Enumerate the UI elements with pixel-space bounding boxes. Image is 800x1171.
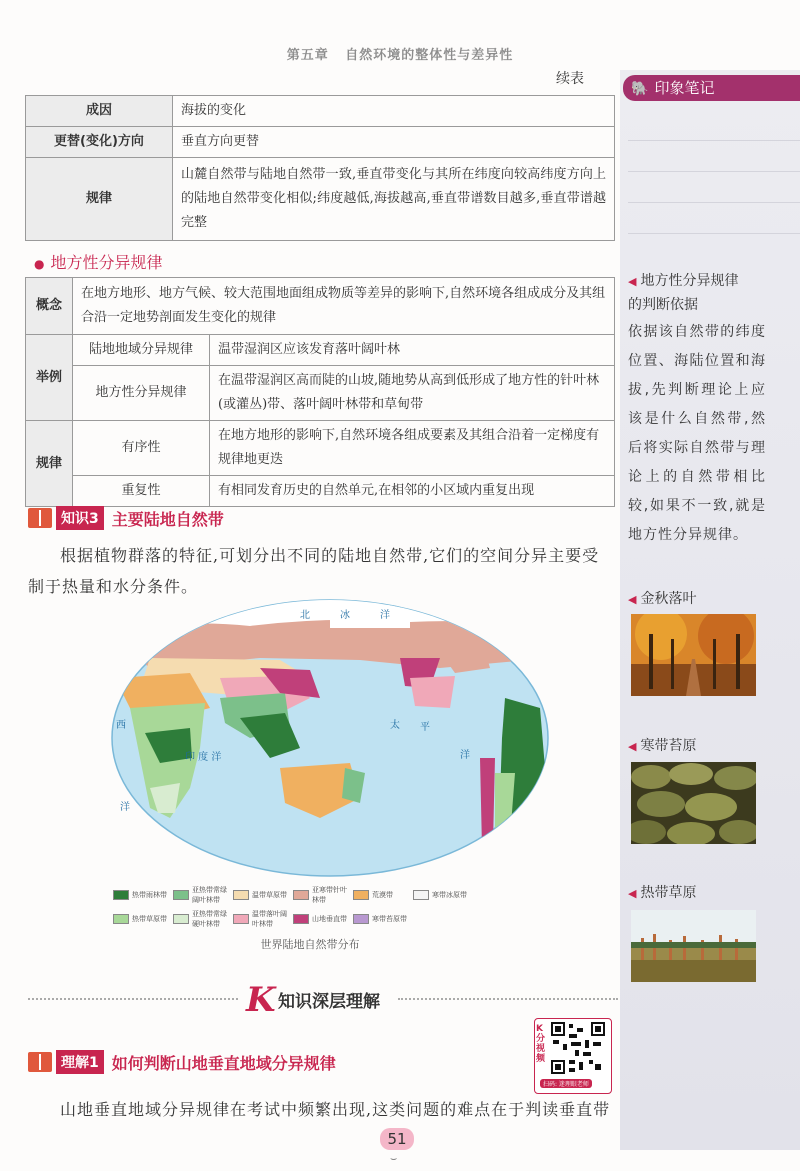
chapter-number: 第五章 — [286, 48, 329, 63]
legend-swatch — [233, 890, 249, 900]
legend-swatch — [113, 914, 129, 924]
legend-item — [113, 885, 173, 905]
map-label: 平 — [420, 722, 430, 733]
table-value: 有相同发育历史的自然单元,在相邻的小区域内重复出现 — [210, 476, 615, 507]
local-differentiation-table — [25, 277, 615, 507]
legend-label: 亚热带常绿硬叶林带 — [192, 910, 227, 928]
legend-swatch — [173, 914, 189, 924]
chapter-title: 自然环境的整体性与差异性 — [345, 48, 514, 63]
legend-label: 亚寒带针叶林带 — [312, 886, 347, 904]
understanding-heading — [28, 1050, 336, 1074]
legend-label: 亚热带常绿阔叶林带 — [192, 886, 227, 904]
legend-item — [233, 885, 293, 905]
book-icon — [28, 508, 52, 528]
table-value: 山麓自然带与陆地自然带一致,垂直带变化与其所在纬度向较高纬度方向上的陆地自然带变化相似;纬度越低,海拔越高,垂直带谱数目越多,垂直带谱越完整 — [173, 158, 615, 241]
understanding-tag: 理解1 — [56, 1050, 104, 1074]
table-cell: 有序性 — [73, 421, 210, 476]
table-key: 更替(变化)方向 — [26, 127, 173, 158]
chapter-header — [0, 44, 800, 63]
legend-item — [173, 909, 233, 929]
autumn-photo — [631, 614, 756, 696]
legend-label: 寒带冰原带 — [432, 891, 467, 899]
table-cell: 陆地地域分异规律 — [73, 335, 210, 366]
table-cell: 重复性 — [73, 476, 210, 507]
table-value: 在温带湿润区高而陡的山坡,随地势从高到低形成了地方性的针叶林(或灌丛)带、落叶阔叶林带和草甸带 — [210, 366, 615, 421]
vertical-zone-table — [25, 95, 615, 241]
map-label: 洋 — [120, 802, 130, 813]
table-value: 温带湿润区应该发育落叶阔叶林 — [210, 335, 615, 366]
legend-swatch — [353, 914, 369, 924]
triangle-icon: ◀ — [628, 593, 637, 606]
table-cell: 地方性分异规律 — [73, 366, 210, 421]
section-title — [34, 250, 163, 273]
table-key: 规律 — [26, 421, 73, 507]
knowledge-tag: 知识3 — [56, 506, 104, 530]
bullet-icon: ● — [34, 257, 45, 271]
legend-item — [353, 885, 413, 905]
legend-item — [113, 909, 173, 929]
notes-heading-text: 地方性分异规律 — [640, 273, 739, 289]
elephant-icon: 🐘 — [631, 81, 649, 97]
bird-icon: ⌣ — [390, 1152, 398, 1165]
legend-label: 温带落叶阔叶林带 — [252, 910, 287, 928]
triangle-icon: ◀ — [628, 887, 637, 900]
notes-heading-2: 的判断依据 — [628, 297, 698, 313]
legend-swatch — [293, 890, 309, 900]
table-value: 在地方地形的影响下,自然环境各组成要素及其组合沿着一定梯度有规律地更迭 — [210, 421, 615, 476]
legend-item — [413, 885, 473, 905]
knowledge-heading — [28, 506, 224, 530]
notes-title-label: 印象笔记 — [654, 79, 715, 97]
k-logo-icon: K — [246, 980, 276, 1020]
table-value: 海拔的变化 — [173, 96, 615, 127]
page-number: 51 — [380, 1128, 414, 1150]
map-label: 冰 — [340, 610, 350, 621]
legend-item — [173, 885, 233, 905]
legend-label: 山地垂直带 — [312, 915, 347, 923]
photo-label-autumn: ◀ 金秋落叶 — [628, 591, 697, 607]
deep-understanding-banner — [28, 980, 618, 1020]
legend-swatch — [113, 890, 129, 900]
book-icon — [28, 1052, 52, 1072]
map-caption: 世界陆地自然带分布 — [260, 938, 360, 951]
understanding-title: 如何判断山地垂直地域分异规律 — [111, 1053, 336, 1073]
continued-label: 续表 — [556, 71, 584, 87]
notes-title — [623, 75, 800, 101]
legend-item — [293, 909, 353, 929]
qr-code-icon[interactable] — [551, 1022, 605, 1074]
knowledge-text: 根据植物群落的特征,可划分出不同的陆地自然带,它们的空间分异主要受制于热量和水分条件。 — [28, 546, 600, 596]
photo-label-savanna: ◀ 热带草原 — [628, 885, 697, 901]
savanna-photo — [631, 910, 756, 982]
map-label: 西 — [116, 720, 126, 731]
map-label: 印 度 洋 — [185, 752, 222, 763]
legend-swatch — [233, 914, 249, 924]
legend-label: 寒带苔原带 — [372, 915, 407, 923]
map-label: 洋 — [380, 610, 390, 621]
table-key: 概念 — [26, 278, 73, 335]
qr-caption: 扫码: 迷理眼老师 — [540, 1079, 592, 1088]
map-legend — [113, 885, 533, 929]
section-title-text: 地方性分异规律 — [50, 253, 163, 272]
table-key: 举例 — [26, 335, 73, 421]
legend-swatch — [173, 890, 189, 900]
legend-swatch — [353, 890, 369, 900]
legend-swatch — [293, 914, 309, 924]
legend-item — [233, 909, 293, 929]
photo-label-tundra: ◀ 寒带苔原 — [628, 738, 697, 754]
tundra-photo — [631, 762, 756, 844]
triangle-icon: ◀ — [628, 740, 637, 753]
legend-label: 荒漠带 — [372, 891, 393, 899]
map-label: 北 — [300, 610, 310, 621]
notes-text: 依据该自然带的纬度位置、海陆位置和海拔,先判断理论上应该是什么自然带,然后将实际自然带与理论上的自然带相比较,如果不一致,就是地方性分异规律。 — [628, 324, 766, 543]
legend-swatch — [413, 890, 429, 900]
table-value: 垂直方向更替 — [173, 127, 615, 158]
notes-lines — [628, 110, 800, 250]
legend-label: 温带草原带 — [252, 891, 287, 899]
legend-item — [293, 885, 353, 905]
legend-item — [353, 909, 413, 929]
map-label: 洋 — [460, 750, 470, 761]
legend-label: 热带雨林带 — [132, 891, 167, 899]
knowledge-title: 主要陆地自然带 — [111, 509, 224, 529]
world-natural-zones-map — [110, 598, 550, 878]
notes-heading — [628, 270, 738, 290]
deep-title: 知识深层理解 — [278, 992, 380, 1012]
table-key: 成因 — [26, 96, 173, 127]
qr-side-label: K分视频 — [536, 1024, 546, 1064]
triangle-icon: ◀ — [628, 275, 637, 288]
table-key: 规律 — [26, 158, 173, 241]
table-value: 在地方地形、地方气候、较大范围地面组成物质等差异的影响下,自然环境各组成成分及其组合沿一定地势剖面发生变化的规律 — [73, 278, 615, 335]
divider — [398, 998, 618, 1000]
understanding-text: 山地垂直地域分异规律在考试中频繁出现,这类问题的难点在于判读垂直带 — [60, 1100, 611, 1119]
map-label: 太 — [390, 720, 400, 731]
legend-item — [473, 885, 533, 905]
legend-label: 热带草原带 — [132, 915, 167, 923]
divider — [28, 998, 238, 1000]
